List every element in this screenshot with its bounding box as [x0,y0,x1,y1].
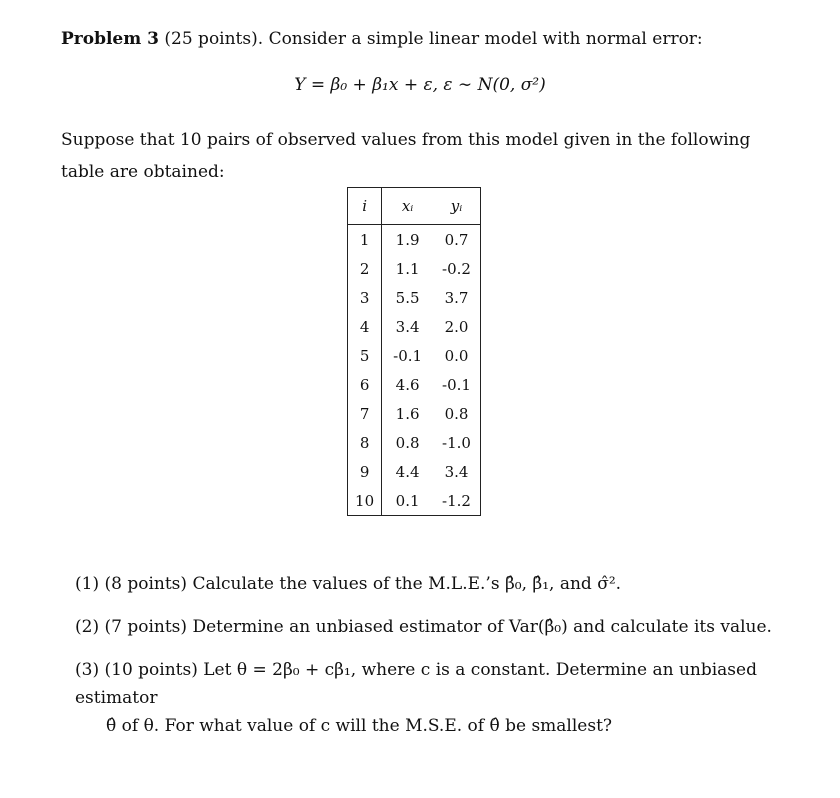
cell-y: -0.1 [442,375,471,394]
table-header-row [348,188,481,225]
cell-i: 3 [348,283,382,312]
cell-i: 1 [348,225,382,255]
cell-i: 8 [348,428,382,457]
cell-y: 0.7 [444,230,469,249]
table-row [348,486,481,516]
question-3 [75,656,795,740]
header-x: xᵢ [382,188,433,225]
table-row [348,283,481,312]
table-row [348,457,481,486]
cell-i: 7 [348,399,382,428]
cell-y: 0.0 [444,346,469,365]
problem-intro: Consider a simple linear model with normal error: [268,29,703,49]
question-text: (7 points) Determine an unbiased estimator of Var(β̂₀) and calculate its value. [104,617,772,637]
cell-i: 10 [348,486,382,516]
cell-y: -1.2 [442,491,471,510]
table-intro-paragraph: Suppose that 10 pairs of observed values from this model given in the following table are obtained: [61,130,751,182]
question-list [75,570,795,755]
table-row [348,254,481,283]
cell-i: 5 [348,341,382,370]
question-2 [75,613,795,641]
header-y: yᵢ [433,188,481,225]
model-equation: Y = β₀ + β₁x + ε, ε ∼ N(0, σ²) [294,75,546,95]
question-text-continued: θ̂ of θ. For what value of c will the M.S.E. of θ̂ be smallest? [106,716,613,736]
table-row [348,399,481,428]
cell-y: -0.2 [442,259,471,278]
cell-x: 4.6 [395,375,420,394]
question-text: (10 points) Let θ = 2β₀ + cβ₁, where c is a constant. Determine an unbiased estimator [75,660,757,708]
cell-x: -0.1 [393,346,423,365]
cell-x: 4.4 [395,462,420,481]
cell-i: 6 [348,370,382,399]
cell-i: 2 [348,254,382,283]
problem-heading [61,28,703,50]
problem-points: (25 points). [164,29,264,49]
cell-x: 3.4 [395,317,420,336]
question-1 [75,570,795,598]
table-row [348,312,481,341]
cell-x: 1.1 [395,259,420,278]
question-number: (3) [75,660,100,680]
question-number: (1) [75,574,100,594]
question-number: (2) [75,617,100,637]
header-i: i [348,188,382,225]
table-row [348,225,481,255]
cell-x: 5.5 [395,288,420,307]
observations-table [347,187,481,516]
table-row [348,428,481,457]
cell-y: 2.0 [444,317,469,336]
cell-i: 4 [348,312,382,341]
cell-x: 1.9 [395,230,420,249]
question-text: (8 points) Calculate the values of the M.L.E.’s β̂₀, β̂₁, and σ̂². [104,574,622,594]
problem-title: Problem 3 [61,29,159,49]
cell-x: 1.6 [395,404,420,423]
table-row [348,370,481,399]
cell-y: 3.7 [444,288,469,307]
cell-i: 9 [348,457,382,486]
cell-y: 3.4 [444,462,469,481]
cell-x: 0.8 [395,433,420,452]
cell-y: 0.8 [444,404,469,423]
cell-x: 0.1 [395,491,420,510]
table-row [348,341,481,370]
cell-y: -1.0 [442,433,471,452]
